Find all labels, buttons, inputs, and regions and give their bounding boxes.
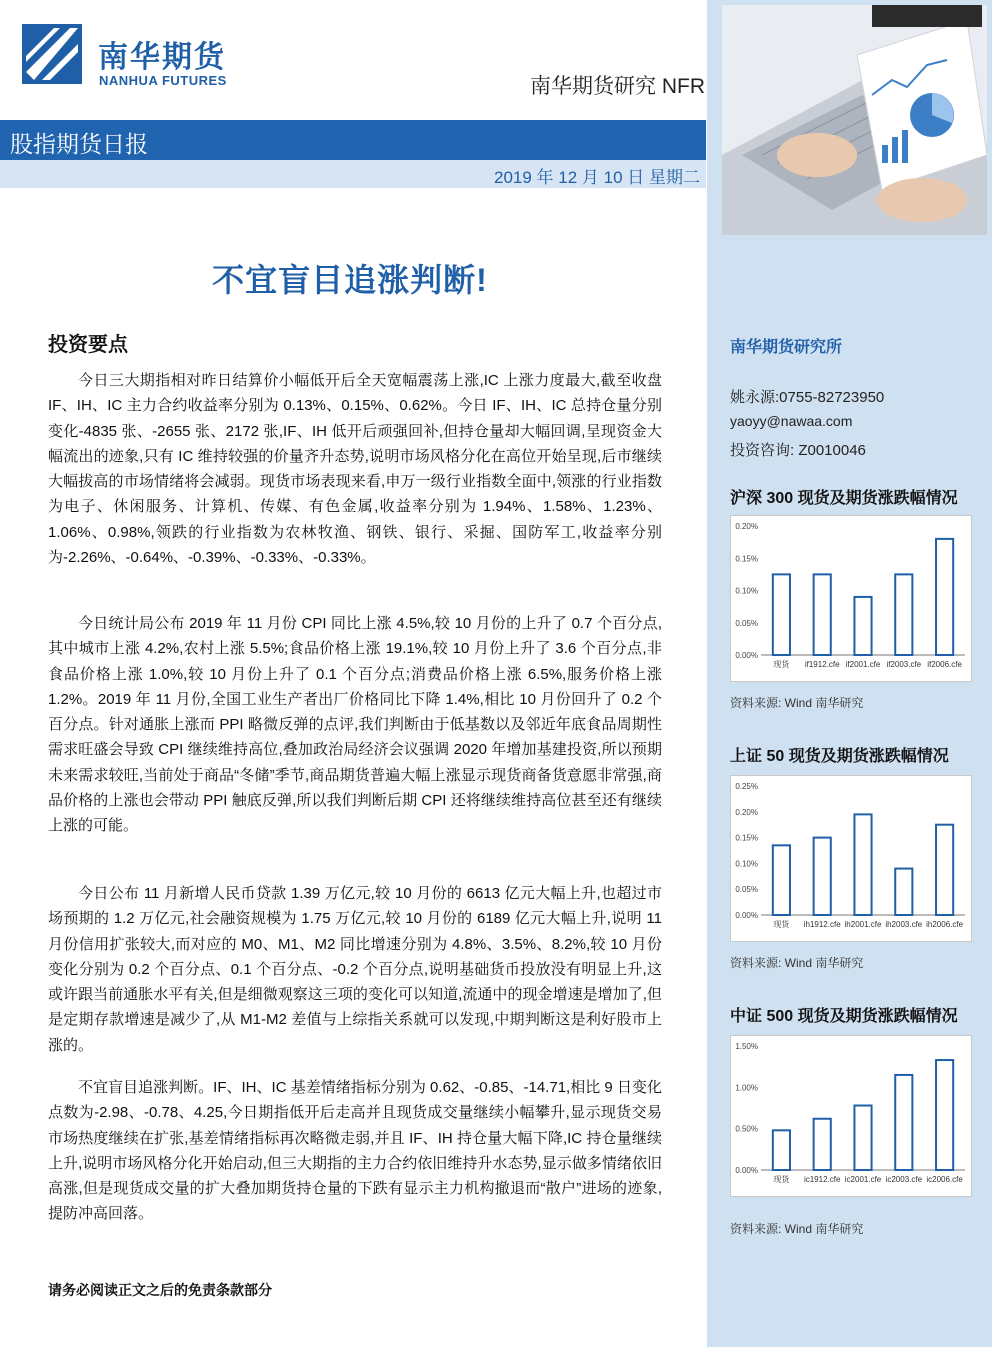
x-tick-label: if1912.cfe — [804, 660, 840, 669]
bar — [814, 574, 831, 655]
bar — [895, 574, 912, 655]
y-tick-label: 0.05% — [735, 618, 758, 628]
bar — [936, 539, 953, 655]
bar — [814, 838, 831, 915]
paragraph-1: 今日三大期指相对昨日结算价小幅低开后全天宽幅震荡上涨,IC 上涨力度最大,截至收盘 IF、IH、IC 主力合约收益率分别为 0.13%、0.15%、0.62%。今日 IF、IH、IC 总持仓量分别变化-4835 张、-2655 张、2172 张,IF、IH 低开后顽强回补,但持仓量却大幅回调,呈现资金大幅流出的迹象,只有 IC 维持较强的价量齐升态势,说明市场风格分化在高位开始呈现,后市继续大幅拔高的市场情绪将会减弱。现货市场表现来看,申万一级行业指数全面中,领涨的行业指数为电子、休闲服务、计算机、传媒、有色金属,收益率分别为 1.94%、1.58%、1.23%、1.06%、0.98%,领跌的行业指数为农林牧渔、钢铁、银行、采掘、国防军工,收益率分别为-2.26%、-0.64%、-0.39%、-0.33%、-0.33%。 — [48, 372, 662, 567]
chart-source-zz500: 资料来源: Wind 南华研究 — [730, 1222, 864, 1236]
y-tick-label: 0.15% — [735, 554, 758, 564]
chart-hs300 — [730, 515, 972, 682]
x-tick-label: ic2003.cfe — [885, 1175, 923, 1184]
y-tick-label: 0.10% — [735, 859, 758, 869]
x-tick-label: 现货 — [773, 660, 790, 669]
y-tick-label: 0.05% — [735, 885, 758, 895]
section-heading: 投资要点 — [48, 334, 128, 356]
bar — [854, 1106, 871, 1170]
bar — [895, 869, 912, 915]
y-tick-label: 0.10% — [735, 586, 758, 596]
laptop-chart-photo-icon — [722, 5, 987, 235]
logo-text-en: NANHUA FUTURES — [99, 73, 227, 88]
y-tick-label: 1.00% — [735, 1083, 758, 1093]
bar — [773, 574, 790, 655]
disclaimer: 请务必阅读正文之后的免责条款部分 — [48, 1282, 272, 1298]
bar — [936, 1060, 953, 1170]
bar — [854, 814, 871, 915]
bar — [936, 825, 953, 915]
x-tick-label: if2006.cfe — [927, 660, 962, 669]
bar — [854, 597, 871, 655]
chart-title-hs300: 沪深 300 现货及期货涨跌幅情况 — [730, 490, 958, 507]
research-label: 南华期货研究 NFR — [530, 75, 705, 98]
x-tick-label: 现货 — [773, 920, 790, 929]
analyst-license: 投资咨询: Z0010046 — [730, 442, 866, 459]
y-tick-label: 0.15% — [735, 833, 758, 843]
report-type: 股指期货日报 — [10, 131, 148, 157]
x-tick-label: ic2001.cfe — [844, 1175, 882, 1184]
x-tick-label: ih1912.cfe — [803, 920, 841, 929]
bar — [773, 1130, 790, 1170]
analyst-contact: 姚永源:0755-82723950 — [730, 389, 885, 406]
y-tick-label: 0.25% — [735, 782, 758, 791]
chart-title-sz50: 上证 50 现货及期货涨跌幅情况 — [730, 748, 949, 765]
bar — [895, 1075, 912, 1170]
institute-name: 南华期货研究所 — [730, 339, 843, 356]
x-tick-label: if2003.cfe — [886, 660, 922, 669]
chart-zz500 — [730, 1035, 972, 1197]
paragraph-3: 今日公布 11 月新增人民币贷款 1.39 万亿元,较 10 月份的 6613 亿元大幅上升,也超过市场预期的 1.2 万亿元,社会融资规模为 1.75 万亿元,较 10 月份的 6189 亿元大幅上升,说明 11 月份信用扩张较大,而对应的 M0、M1、M2 同比增速分别为 4.8%、3.5%、8.2%,较 10 月份变化分别为 0.2 个百分点、0.1 个百分点、-0.2 个百分点,说明基础货币投放没有明显上升,这或许跟当前通胀水平有关,但是细微观察这三项的变化可以知道,流通中的现金增速是增加了,但是定期存款增速是减少了,从 M1-M2 差值与上综指关系就可以发现,中期判断这是利好股市上涨的。 — [48, 885, 662, 1054]
analyst-email: yaoyy@nawaa.com — [730, 413, 853, 429]
headline: 不宜盲目追涨判断! — [212, 262, 488, 298]
bar — [773, 845, 790, 915]
x-tick-label: ih2003.cfe — [885, 920, 923, 929]
y-tick-label: 0.50% — [735, 1124, 758, 1134]
y-tick-label: 0.20% — [735, 522, 758, 531]
chart-title-zz500: 中证 500 现货及期货涨跌幅情况 — [730, 1008, 958, 1025]
bar — [814, 1119, 831, 1170]
y-tick-label: 0.00% — [735, 1166, 758, 1175]
x-tick-label: if2001.cfe — [845, 660, 881, 669]
x-tick-label: ih2006.cfe — [926, 920, 964, 929]
chart-source-sz50: 资料来源: Wind 南华研究 — [730, 956, 864, 970]
paragraph-4: 不宜盲目追涨判断。IF、IH、IC 基差情绪指标分别为 0.62、-0.85、-14.71,相比 9 日变化点数为-2.98、-0.78、4.25,今日期指低开后走高并且现货成交量继续小幅攀升,显示现货交易市场热度继续在扩张,基差情绪指标再次略微走弱,并且 IF、IH 持仓量大幅下降,IC 持仓量继续上升,说明市场风格分化开始启动,但三大期指的主力合约依旧维持升水态势,显示做多情绪依旧高涨,但是现货成交量的扩大叠加期货持仓量的下跌有显示主力机构撤退而“散户”进场的迹象,提防冲高回落。 — [48, 1079, 662, 1223]
y-tick-label: 0.00% — [735, 651, 758, 660]
x-tick-label: 现货 — [773, 1175, 790, 1184]
y-tick-label: 0.20% — [735, 807, 758, 817]
report-date: 2019 年 12 月 10 日 星期二 — [494, 168, 700, 187]
chart-sz50 — [730, 775, 972, 942]
x-tick-label: ic2006.cfe — [926, 1175, 963, 1184]
y-tick-label: 0.00% — [735, 911, 758, 920]
y-tick-label: 1.50% — [735, 1042, 758, 1051]
paragraph-2: 今日统计局公布 2019 年 11 月份 CPI 同比上涨 4.5%,较 10 月份的上升了 0.7 个百分点,其中城市上涨 4.2%,农村上涨 5.5%;食品价格上涨 19.1%,较 10 月份上升了 3.6 个百分点,非食品价格上涨 1.0%,较 10 月份上升了 0.1 个百分点;消费品价格上涨 6.5%,服务价格上涨 1.2%。2019 年 11 月份,全国工业生产者出厂价格同比下降 1.4%,相比 10 月份回升了 0.2 个百分点。针对通胀上涨而 PPI 略微反弹的点评,我们判断由于低基数以及邻近年底食品周期性需求旺盛会导致 CPI 继续维持高位,叠加政治局经济会议强调 2020 年增加基建投资,所以预期未来需求较旺,当前处于商品“冬储”季节,商品期货普遍大幅上涨显示现货商备货意愿非常强,商品价格的上涨也会带动 PPI 触底反弹,所以我们判断后期 CPI 还将继续维持高位甚至还有继续上涨的可能。 — [48, 615, 662, 835]
x-tick-label: ih2001.cfe — [844, 920, 882, 929]
logo-text-cn: 南华期货 — [98, 41, 226, 74]
x-tick-label: ic1912.cfe — [803, 1175, 841, 1184]
chart-source-hs300: 资料来源: Wind 南华研究 — [730, 696, 864, 710]
nanhua-logo-icon — [20, 22, 84, 86]
